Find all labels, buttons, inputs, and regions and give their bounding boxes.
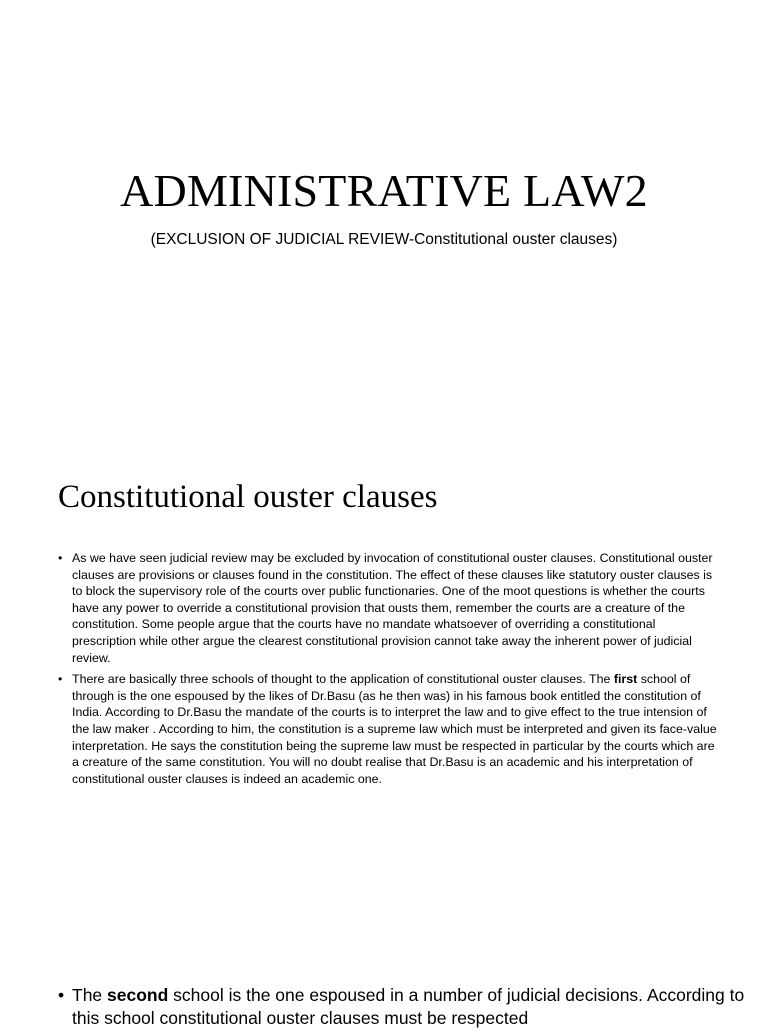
bullet-emphasis: second (107, 985, 169, 1005)
bullet-emphasis: first (613, 672, 638, 687)
section-heading: Constitutional ouster clauses (58, 479, 438, 515)
bullet-text-part: There are basically three schools of thought to the application of constitutional ouster clauses. The (72, 672, 614, 687)
slide-title: ADMINISTRATIVE LAW2 (120, 165, 648, 216)
slide-subtitle: (EXCLUSION OF JUDICIAL REVIEW-Constitutional ouster clauses) (150, 231, 618, 248)
bullet-list (58, 550, 718, 792)
bullet-item (58, 550, 718, 666)
bullet-dot-icon: • (58, 551, 63, 565)
bullet-text-part: The (72, 985, 108, 1005)
bullet-dot-icon: • (58, 985, 65, 1005)
bullet-text: As we have seen judicial review may be excluded by invocation of constitutional ouster clauses. Constitutional ouster clauses are provisions or clauses found in the constitution. The effect of these clauses like statutory ouster clauses is to block the supervisory role of the courts over public functionaries. One of the moot questions is whether the courts have any power to override a constitutional provision that ousts them, remember the courts are a creature of the constitution. Some people argue that the courts have no mandate whatsoever of overriding a constitutional prescription while other argue the clearest constitutional provision cannot take away the inherent power of judicial review. (72, 551, 713, 665)
bullet-text-part: school of through is the one espoused by the likes of Dr.Basu (as he then was) in his famous book entitled the constitution of India. According to Dr.Basu the mandate of the courts is to interpret the law and to give effect to the true intension of the law maker . According to him, the constitution is a supreme law which must be interpreted and given its face-value interpretation. He says the constitution being the supreme law must be respected in particular by the courts which are a creature of the same constitution. You will no doubt realise that Dr.Basu is an academic and his interpretation of constitutional ouster clauses is indeed an academic one. (72, 672, 717, 786)
bullet-item-large (58, 984, 762, 1030)
bullet-text-part: school is the one espoused in a number of judicial decisions. According to this school constitutional ouster clauses must be respected (72, 985, 745, 1028)
bullet-item (58, 671, 718, 787)
bullet-dot-icon: • (58, 672, 63, 687)
